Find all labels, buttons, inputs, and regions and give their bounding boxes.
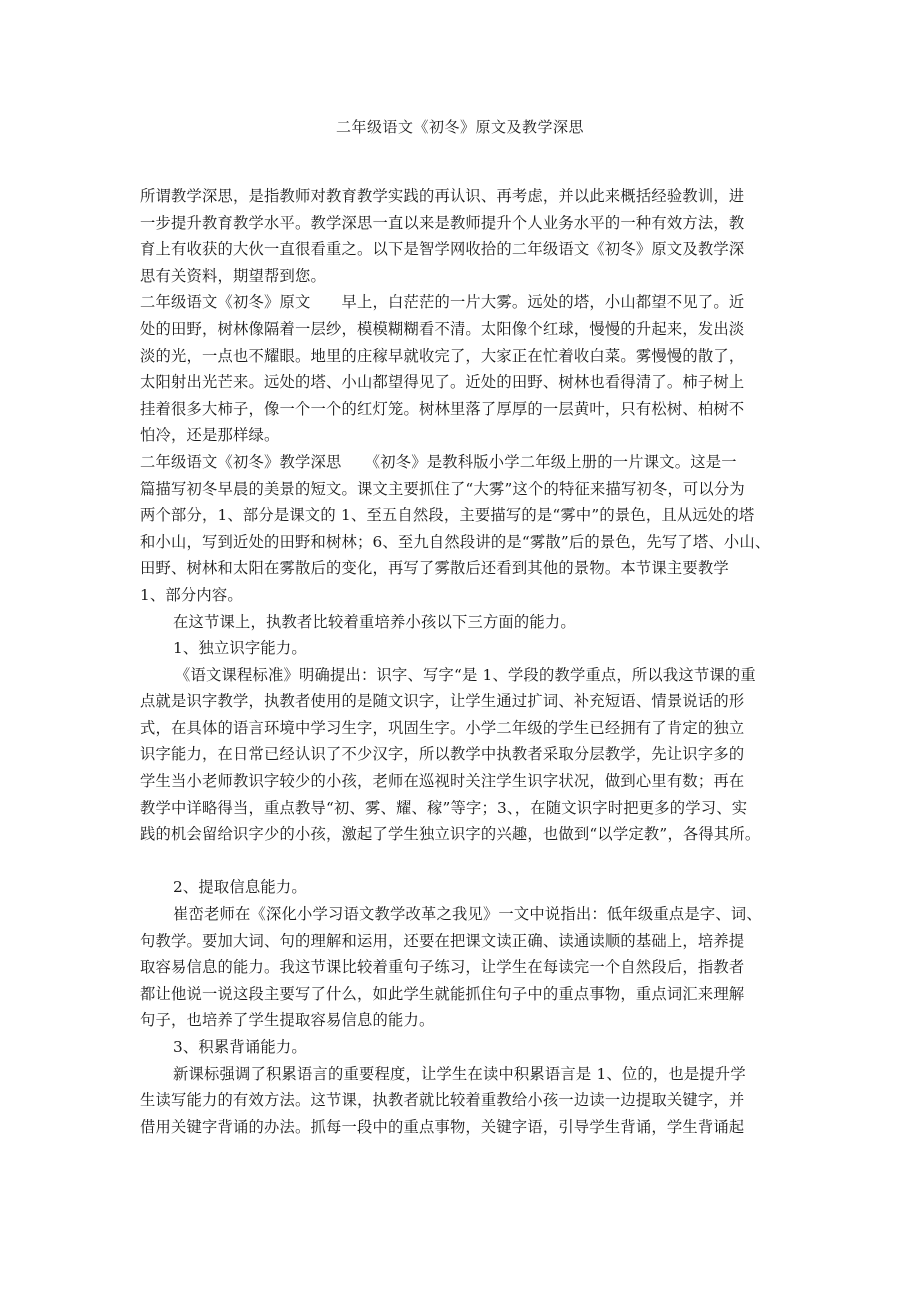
text-line: 挂着很多大柿子，像一个一个的红灯笼。树林里落了厚厚的一层黄叶，只有松树、柏树不 [140,399,745,418]
text-line: 式，在具体的语言环境中学习生字，巩固生字。小学二年级的学生已经拥有了肯定的独立 [140,718,745,737]
paragraph-gap [140,848,790,875]
text-line: 两个部分，1、部分是课文的 1、至五自然段，主要描写的是“雾中”的景色，且从远处的塔 [140,506,755,525]
text-line: 处的田野，树林像隔着一层纱，模模糊糊看不清。太阳像个红球，慢慢的升起来，发出淡 [140,319,745,338]
text-line: 践的机会留给识字少的小孩，激起了学生独立识字的兴趣，也做到“以学定教”，各得其所。 [140,825,761,844]
text-line: 所谓教学深思，是指教师对教育教学实践的再认识、再考虑，并以此来概括经验教训，进 [140,187,745,205]
text-line: 育上有收获的大伙一直很看重之。以下是智学网收拾的二年级语文《初冬》原文及教学深 [140,240,745,259]
text-line: 在这节课上，执教者比较着重培养小孩以下三方面的能力。 [173,612,576,631]
text-line: 点就是识字教学，执教者使用的是随文识字，让学生通过扩词、补充短语、情景说话的形 [140,692,745,711]
section-heading: 1、独立识字能力。 [173,639,307,658]
text-line: 篇描写初冬早晨的美景的短文。课文主要抓住了“大雾”这个的特征来描写初冬，可以分为 [140,479,745,498]
text-line: 识字能力，在日常已经认识了不少汉字，所以教学中执教者采取分层教学，先让识字多的 [140,745,745,764]
text-line: 借用关键字背诵的办法。抓每一段中的重点事物，关键字语，引导学生背诵，学生背诵起 [140,1117,745,1136]
text-line: 都让他说一说这段主要写了什么，如此学生就能抓住句子中的重点事物，重点词汇来理解 [140,984,745,1003]
text-line: 教学中详略得当，重点教导“初、雾、耀、稼”等字；3、，在随文识字时把更多的学习、实 [140,798,748,817]
text-line: 《语文课程标准》明确提出：识字、写字“是 1、学段的教学重点，所以我这节课的重 [175,665,756,684]
section-heading: 2、提取信息能力。 [173,878,307,897]
page-title: 二年级语文《初冬》原文及教学深思 [335,118,584,136]
text-line: 句子，也培养了学生提取容易信息的能力。 [140,1011,435,1030]
text-line: 思有关资料，期望帮到您。 [140,266,326,285]
text-line: 淡的光，一点也不耀眼。地里的庄稼早就收完了，大家正在忙着收白菜。雾慢慢的散了， [140,346,745,365]
text-line: 太阳射出光芒来。远处的塔、小山都望得见了。近处的田野、树林也看得清了。柿子树上 [140,373,745,392]
text-line: 怕冷，还是那样绿。 [140,426,280,445]
text-line: 一步提升教育教学水平。教学深思一直以来是教师提升个人业务水平的一种有效方法，教 [140,213,745,232]
section-heading: 3、积累背诵能力。 [173,1038,307,1056]
text-line: 崔峦老师在《深化小学习语文教学改革之我见》一文中说指出：低年级重点是字、词、 [173,905,762,924]
text-line: 取容易信息的能力。我这节课比较着重句子练习，让学生在每读完一个自然段后，指教者 [140,958,745,977]
text-line: 田野、树林和太阳在雾散后的变化，再写了雾散后还看到其他的景物。本节课主要教学 [140,559,729,578]
text-line: 和小山，写到近处的田野和树林；6、至九自然段讲的是“雾散”后的景色，先写了塔、小山、 [140,532,771,551]
text-line: 1、部分内容。 [140,585,243,604]
document-body [140,183,790,1140]
text-line: 学生当小老师教识字较少的小孩，老师在巡视时关注学生识字状况，做到心里有数；再在 [140,772,745,791]
text-line: 二年级语文《初冬》原文 早上，白茫茫的一片大雾。远处的塔，小山都望不见了。近 [140,293,745,312]
text-line: 句教学。要加大词、句的理解和运用，还要在把课文读正确、读通读顺的基础上，培养提 [140,931,745,950]
text-line: 生读写能力的有效方法。这节课，执教者就比较着重教给小孩一边读一边提取关键字，并 [140,1091,745,1110]
text-line: 新课标强调了积累语言的重要程度，让学生在读中积累语言是 1、位的，也是提升学 [173,1064,746,1083]
text-line: 二年级语文《初冬》教学深思 《初冬》是教科版小学二年级上册的一片课文。这是一 [140,452,737,471]
